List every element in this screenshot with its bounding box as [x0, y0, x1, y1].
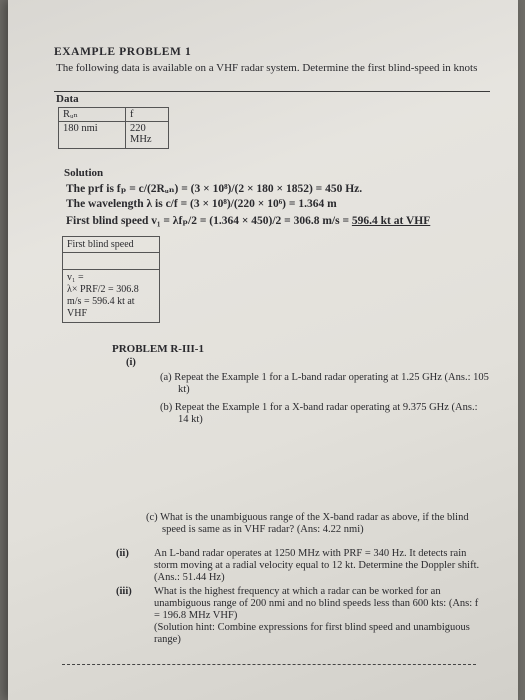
example-intro: The following data is available on a VHF radar system. Determine the first blind-speed in knots — [56, 62, 478, 74]
item-line: speed is same as in VHF radar? (Ans: 4.22 nmi) — [162, 524, 364, 535]
bottom-divider — [62, 664, 476, 665]
first-blind-speed-box — [62, 236, 160, 323]
problem-iii-text — [154, 586, 499, 646]
solution-line-wavelength: The wavelength λ is c/f = (3 × 10⁸)/(220 × 10⁶) = 1.364 m — [66, 198, 337, 210]
table-cell-frequency: 220 MHz — [126, 122, 169, 149]
problem-part-a — [160, 372, 500, 396]
problem-number-i: (i) — [126, 357, 136, 368]
item-line: (Solution hint: Combine expressions for first blind speed and unambiguous — [154, 622, 470, 633]
data-label: Data — [56, 93, 79, 105]
item-line: range) — [154, 634, 181, 645]
item-line: (c) What is the unambiguous range of the X-band radar as above, if the blind — [146, 512, 469, 523]
table-cell-range: 180 nmi — [59, 122, 126, 149]
first-blind-speed-header: First blind speed — [63, 237, 159, 253]
item-line: (Ans.: 51.44 Hz) — [154, 572, 225, 583]
fbs-line: v₁ = — [67, 272, 84, 283]
solution-label: Solution — [64, 167, 104, 179]
item-line: storm moving at a radial velocity equal to 12 kt. Determine the Doppler shift. — [154, 560, 480, 571]
item-line: What is the highest frequency at which a radar can be worked for an — [154, 586, 441, 597]
blind-speed-formula: First blind speed v₁ = λfₚ/2 = (1.364 × 450)/2 = 306.8 m/s = — [66, 215, 352, 227]
problem-ii-text — [154, 548, 499, 584]
problem-number-ii: (ii) — [116, 548, 129, 559]
item-line: kt) — [178, 384, 190, 395]
item-line: unambiguous range of 200 nmi and no blind speeds less than 600 kts: (Ans: f — [154, 598, 479, 609]
blind-speed-result: 596.4 kt at VHF — [351, 215, 431, 227]
problem-number-iii: (iii) — [116, 586, 132, 597]
solution-line-blind-speed — [66, 213, 430, 227]
solution-line-prf: The prf is fₚ = c/(2Rᵤₙ) = (3 × 10⁸)/(2 × 180 × 1852) = 450 Hz. — [66, 183, 363, 195]
paper-sheet — [8, 0, 518, 700]
item-line: = 196.8 MHz VHF) — [154, 610, 238, 621]
item-line: (b) Repeat the Example 1 for a X-band radar operating at 9.375 GHz (Ans.: — [160, 402, 478, 413]
section-divider — [54, 91, 490, 92]
first-blind-speed-spacer — [63, 253, 159, 270]
data-table — [58, 107, 169, 149]
fbs-line: λ× PRF/2 = 306.8 — [67, 284, 139, 295]
fbs-line: m/s = 596.4 kt at — [67, 296, 135, 307]
table-header-frequency: f — [126, 108, 169, 122]
item-line: 14 kt) — [178, 414, 203, 425]
item-line: An L-band radar operates at 1250 MHz with PRF = 340 Hz. It detects rain — [154, 548, 467, 559]
item-line: (a) Repeat the Example 1 for a L-band radar operating at 1.25 GHz (Ans.: 105 — [160, 372, 489, 383]
example-title: EXAMPLE PROBLEM 1 — [54, 46, 192, 58]
problem-part-b — [160, 402, 500, 426]
fbs-line: VHF — [67, 308, 88, 319]
problem-part-c — [146, 512, 498, 536]
table-header-range: Rᵤₙ — [59, 108, 126, 122]
problem-title: PROBLEM R-III-1 — [112, 343, 204, 355]
first-blind-speed-body — [63, 270, 159, 322]
